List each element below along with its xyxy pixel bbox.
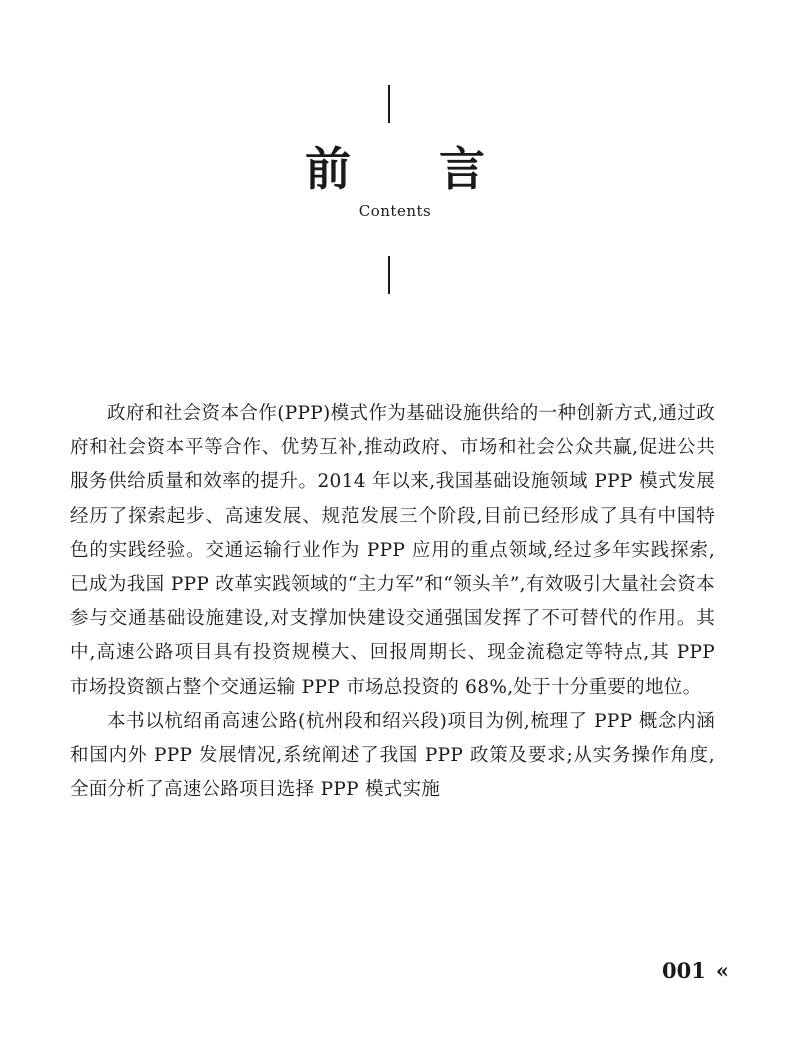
body-text [70,397,715,807]
page-title [0,133,790,199]
top-divider-line [388,85,390,123]
paragraph-1: 政府和社会资本合作(PPP)模式作为基础设施供给的一种创新方式,通过政府和社会资本平等合作、优势互补,推动政府、市场和社会公众共赢,促进公共服务供给质量和效率的提升。2014 年以来,我国基础设施领域 PPP 模式发展经历了探索起步、高速发展、规范发展三个阶段,目前已经形成了具有中国特色的实践经验。交通运输行业作为 PPP 应用的重点领域,经过多年实践探索,已成为我国 PPP 改革实践领域的“主力军”和“领头羊”,有效吸引大量社会资本参与交通基础设施建设,对支撑加快建设交通强国发挥了不可替代的作用。其中,高速公路项目具有投资规模大、回报周期长、现金流稳定等特点,其 PPP 市场投资额占整个交通运输 PPP 市场总投资的 68%,处于十分重要的地位。 [70,403,715,698]
bottom-divider-line [388,256,390,294]
page-number-footer [662,958,729,983]
page-marker-icon: « [715,958,729,983]
page-number: 001 [662,958,706,983]
title-char-2: 言 [439,142,485,196]
page-subtitle: Contents [358,202,432,220]
title-char-1: 前 [305,142,351,196]
paragraph-2: 本书以杭绍甬高速公路(杭州段和绍兴段)项目为例,梳理了 PPP 概念内涵和国内外 PPP 发展情况,系统阐述了我国 PPP 政策及要求;从实务操作角度,全面分析了高速公路项目选择 PPP 模式实施 [70,710,715,801]
